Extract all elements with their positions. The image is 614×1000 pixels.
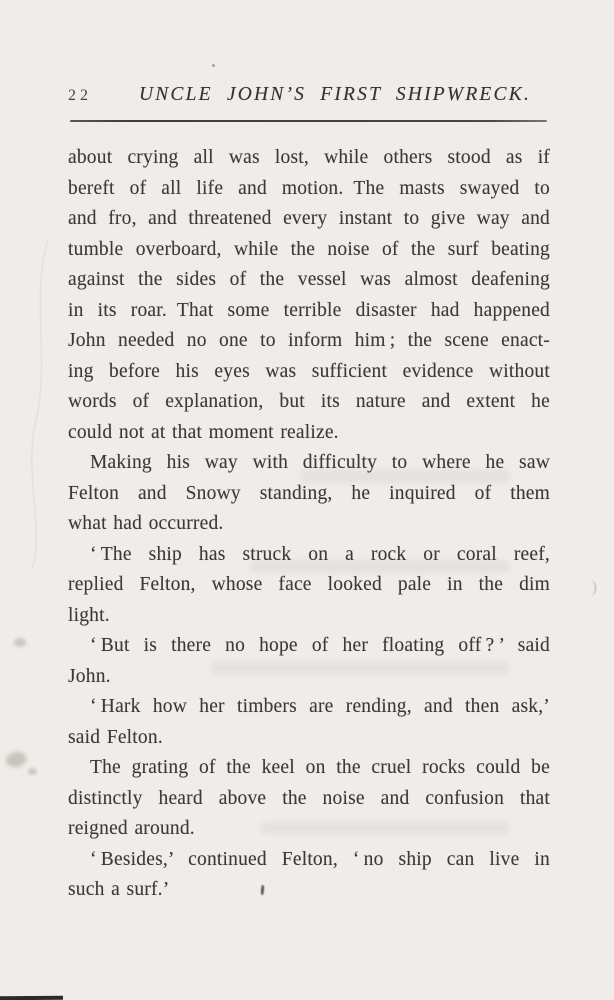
foxing-spot xyxy=(6,752,26,767)
paragraph xyxy=(68,631,550,692)
text-line: distinctly heard above the noise and confusion that xyxy=(68,787,550,809)
paragraph xyxy=(68,845,550,906)
text-line: The grating of the keel on the cruel rocks could be xyxy=(90,757,550,778)
page-number: 22 xyxy=(68,87,92,104)
text-line: Felton and Snowy standing, he inquired of them xyxy=(68,482,550,504)
text-line: words of explanation, but its nature and extent he xyxy=(68,391,550,412)
text-line: John needed no one to inform him ; the scene enact- xyxy=(68,330,550,351)
text-line: ‘ Besides,’ continued Felton, ‘ no ship can live in xyxy=(90,848,550,870)
page-body xyxy=(68,143,550,906)
text-line: what had occurred. xyxy=(68,513,224,534)
text-line: against the sides of the vessel was almost deafening xyxy=(68,269,550,290)
foxing-spot xyxy=(28,768,37,775)
text-line: tumble overboard, while the noise of the surf beating xyxy=(68,238,550,260)
paper-speck xyxy=(212,64,215,67)
text-line: ‘ Hark how her timbers are rending, and then ask,’ xyxy=(90,696,550,717)
text-line: said Felton. xyxy=(68,726,163,748)
text-line: ‘ But is there no hope of her floating off ? ’ said xyxy=(90,635,550,656)
text-line: ‘ The ship has struck on a rock or coral reef, xyxy=(90,543,550,565)
text-line: bereft of all life and motion. The masts swayed to xyxy=(68,177,550,199)
paragraph xyxy=(68,540,550,632)
paragraph xyxy=(68,692,550,753)
text-line: about crying all was lost, while others stood as if xyxy=(68,147,550,168)
text-line: and fro, and threatened every instant to give way and xyxy=(68,208,550,229)
foxing-spot xyxy=(14,638,26,647)
stray-pencil-mark xyxy=(586,580,596,596)
header-rule xyxy=(70,120,547,122)
paragraph xyxy=(68,448,550,540)
running-title: UNCLE JOHN’S FIRST SHIPWRECK. xyxy=(138,84,532,105)
text-line: light. xyxy=(68,604,110,626)
text-line: John. xyxy=(68,665,111,687)
scan-edge-shadow xyxy=(0,996,63,1000)
text-line: ing before his eyes was sufficient evidence without xyxy=(68,360,550,382)
running-header xyxy=(68,84,550,106)
text-line: such a surf.’ xyxy=(68,879,170,900)
paragraph xyxy=(68,143,550,448)
text-line: replied Felton, whose face looked pale in the dim xyxy=(68,574,550,595)
text-line: Making his way with difficulty to where he saw xyxy=(90,452,550,473)
text-line: reigned around. xyxy=(68,818,195,839)
text-line: could not at that moment realize. xyxy=(68,421,339,443)
text-line: in its roar. That some terrible disaster had happened xyxy=(68,299,550,321)
paper-crease xyxy=(18,240,58,570)
paragraph xyxy=(68,753,550,845)
